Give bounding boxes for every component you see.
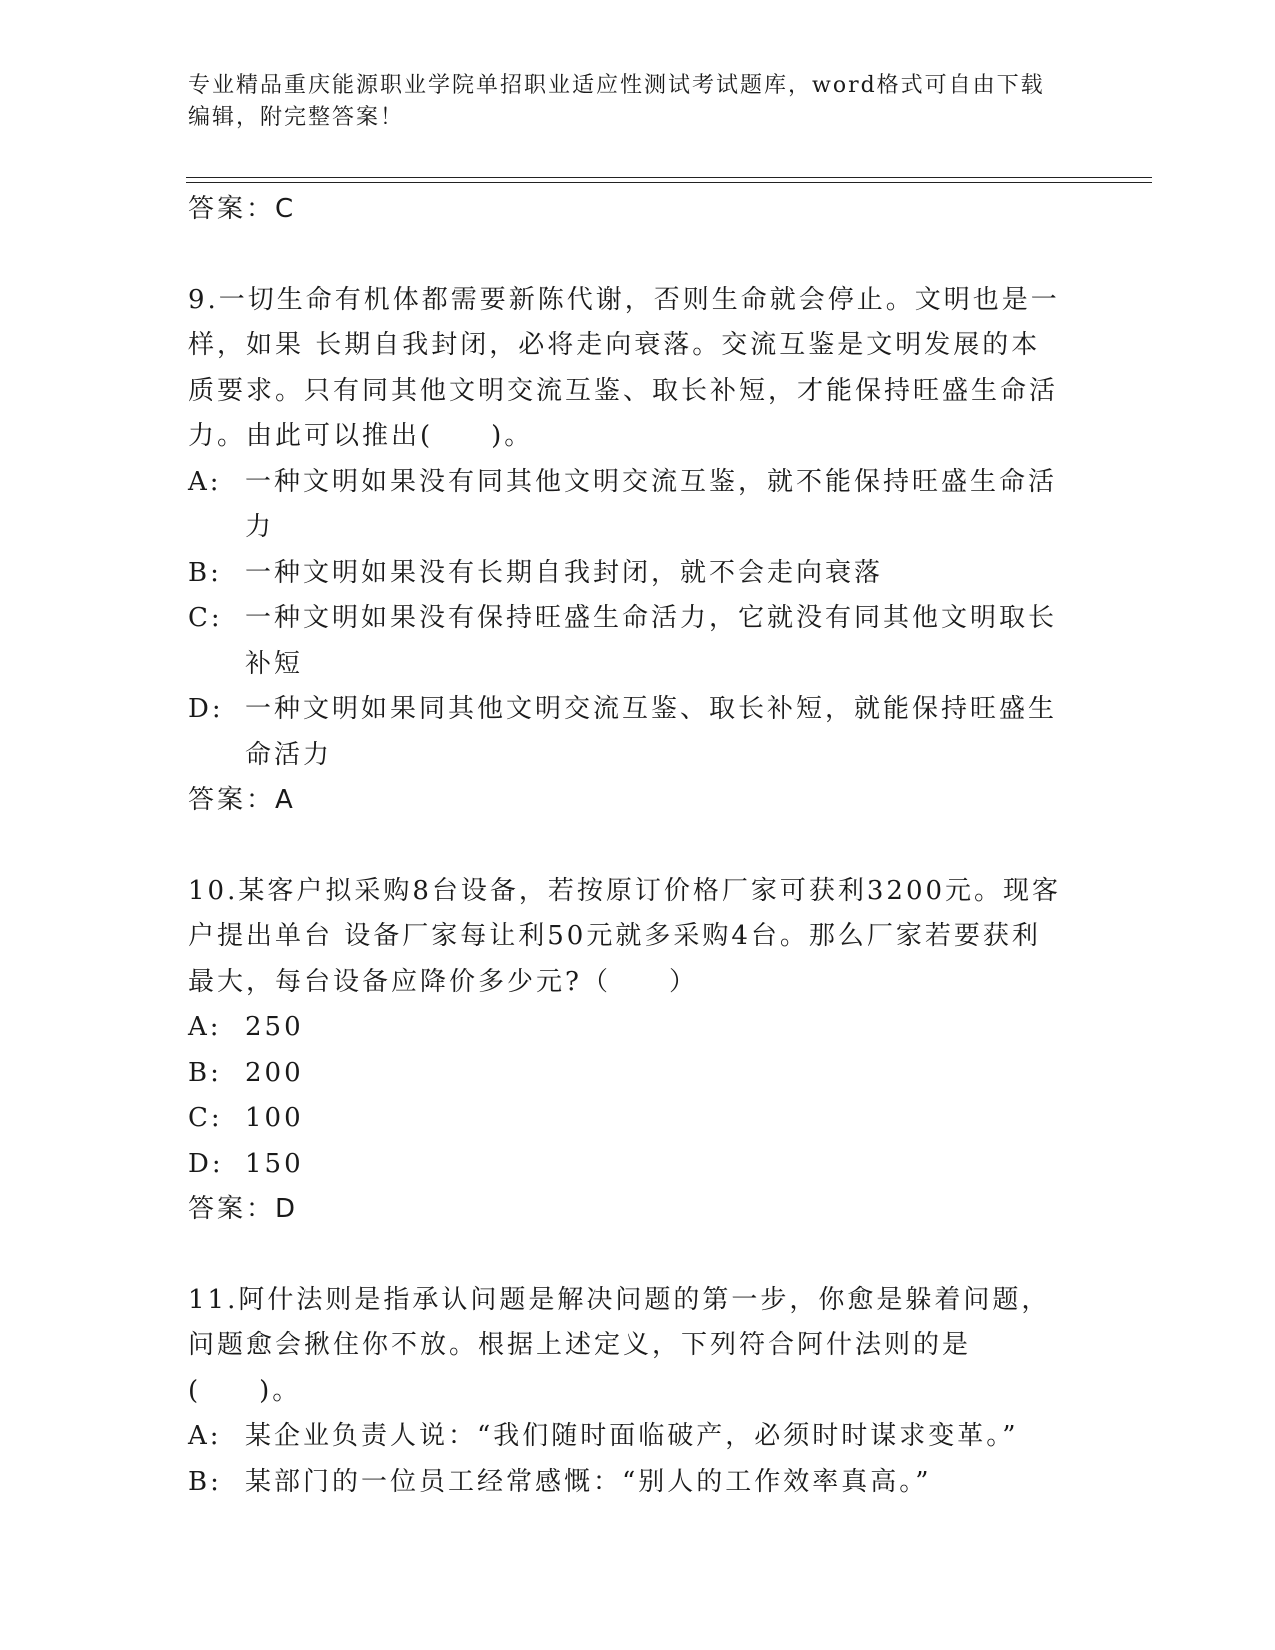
- option-letter: A:: [188, 466, 222, 497]
- option-letter: B:: [188, 557, 222, 588]
- option-text: 一种文明如果同其他文明交流互鉴、取长补短，就能保持旺盛生命活力: [245, 694, 1058, 770]
- question-text: 11.阿什法则是指承认问题是解决问题的第一步，你愈是躲着问题，问题愈会揪住你不放。根据上述定义，下列符合阿什法则的是( )。: [188, 1284, 1051, 1406]
- option-text: 一种文明如果没有同其他文明交流互鉴，就不能保持旺盛生命活力: [245, 466, 1058, 542]
- document-header: 专业精品重庆能源职业学院单招职业适应性测试考试题库，word格式可自由下载编辑，附完整答案！: [188, 73, 1045, 130]
- header-divider-bottom: [186, 182, 1152, 183]
- question-9: [188, 278, 1068, 824]
- option-c: [188, 1096, 1068, 1142]
- option-letter: A:: [188, 1421, 222, 1451]
- option-letter: C:: [188, 603, 223, 633]
- option-a: [188, 460, 1068, 551]
- option-text: 100: [245, 1103, 304, 1133]
- previous-answer: 答案：C: [188, 194, 297, 224]
- option-d: [188, 687, 1068, 778]
- option-a: [188, 1005, 1068, 1051]
- option-b: [188, 1051, 1068, 1097]
- option-letter: B:: [188, 1466, 222, 1497]
- question-list: [188, 187, 1068, 1505]
- option-text: 200: [245, 1057, 304, 1088]
- question-text: 10.某客户拟采购8台设备，若按原订价格厂家可获利3200元。现客户提出单台 设备厂家每让利50元就多采购4台。那么厂家若要获利最大，每台设备应降价多少元?（ ）: [188, 875, 1062, 997]
- option-letter: C:: [188, 1103, 223, 1133]
- option-text: 一种文明如果没有长期自我封闭，就不会走向衰落: [245, 557, 884, 588]
- option-d: [188, 1142, 1068, 1188]
- question-text: 9.一切生命有机体都需要新陈代谢，否则生命就会停止。文明也是一样，如果 长期自我封闭，必将走向衰落。交流互鉴是文明发展的本质要求。只有同其他文明交流互鉴、取长补短，才能保持旺盛生命活力。由此可以推出( )。: [188, 284, 1060, 451]
- option-a: [188, 1414, 1068, 1460]
- option-letter: D:: [188, 694, 224, 724]
- question-11: [188, 1278, 1068, 1506]
- option-b: [188, 551, 1068, 597]
- option-text: 一种文明如果没有保持旺盛生命活力，它就没有同其他文明取长补短: [245, 603, 1058, 679]
- option-text: 150: [245, 1148, 304, 1179]
- option-b: [188, 1460, 1068, 1506]
- header-divider-top: [186, 177, 1152, 178]
- option-letter: D:: [188, 1148, 224, 1179]
- option-letter: A:: [188, 1012, 222, 1042]
- option-c: [188, 596, 1068, 687]
- question-10: [188, 869, 1068, 1233]
- option-text: 某企业负责人说：“我们随时面临破产，必须时时谋求变革。”: [245, 1421, 1019, 1451]
- option-letter: B:: [188, 1057, 222, 1088]
- option-text: 250: [245, 1012, 304, 1042]
- answer-label: 答案：D: [188, 1194, 299, 1224]
- option-text: 某部门的一位员工经常感慨：“别人的工作效率真高。”: [245, 1466, 932, 1497]
- answer-label: 答案：A: [188, 785, 296, 815]
